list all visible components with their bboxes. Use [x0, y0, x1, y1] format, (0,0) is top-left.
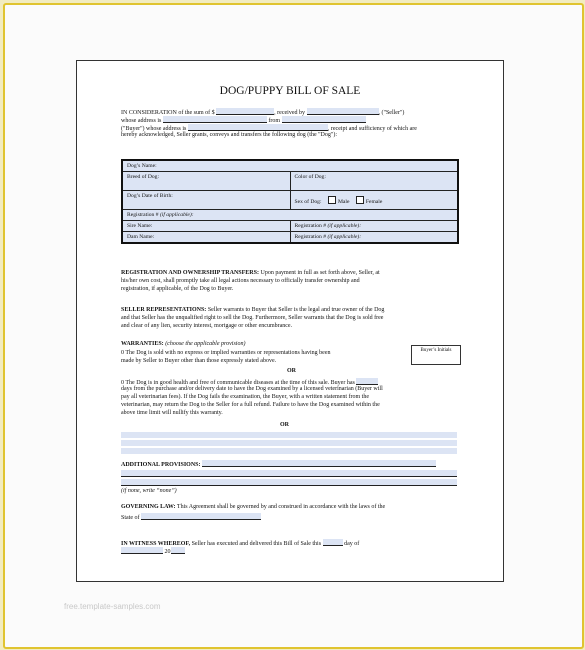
dam-name-cell[interactable]	[122, 232, 290, 244]
warranties-heading: WARRANTIES:	[121, 341, 164, 347]
governing-law-line-2	[121, 513, 261, 522]
warranty-option-2-line-3: pay all veterinarian fees). If the Dog fails the examination, the Buyer, with a written statement from the	[121, 394, 370, 400]
consideration-text-from: from	[268, 118, 280, 124]
warranties-or-2: OR	[280, 422, 289, 428]
buyers-initials-box[interactable]	[411, 345, 461, 365]
warranties-heading-line	[121, 341, 245, 348]
sire-if-applicable: (if applicable):	[327, 223, 362, 229]
registration-cell[interactable]	[122, 210, 458, 221]
witness-heading: IN WITNESS WHEREOF,	[121, 541, 191, 547]
buyer-address-field[interactable]	[188, 124, 328, 131]
witness-day-field[interactable]	[323, 539, 343, 546]
sire-name-label: Sire Name:	[127, 223, 153, 229]
consideration-text-a: IN CONSIDERATION of the sum of $	[121, 110, 215, 116]
seller-representations-line-1	[121, 307, 384, 314]
seller-representations-heading: SELLER REPRESENTATIONS:	[121, 307, 207, 313]
buyer-name-field[interactable]	[282, 116, 366, 123]
dam-name-label: Dam Name:	[127, 234, 155, 240]
male-checkbox[interactable]	[328, 196, 336, 204]
male-label: Male	[337, 198, 350, 205]
breed-label: Breed of Dog:	[127, 174, 160, 180]
watermark: free.template-samples.com	[64, 602, 161, 611]
sex-label: Sex of Dog:	[294, 198, 322, 205]
custom-warranty-field-3[interactable]	[121, 448, 457, 454]
dob-cell[interactable]	[122, 191, 290, 210]
registration-transfers-heading: REGISTRATION AND OWNERSHIP TRANSFERS:	[121, 270, 259, 276]
sire-registration-cell[interactable]	[290, 221, 458, 232]
registration-transfers-line-1	[121, 270, 380, 277]
consideration-text-buyer: ("Buyer") whose address is	[121, 126, 187, 132]
registration-transfers-text-1: Upon payment in full as set forth above, Seller, at	[260, 270, 380, 276]
registration-transfers-line-2: his/her own cost, shall promptly take all legal actions necessary to officially transfer ownership and	[121, 278, 360, 284]
document-title: DOG/PUPPY BILL OF SALE	[219, 85, 361, 97]
witness-line-2	[121, 547, 185, 556]
registration-transfers-line-3: registration, if applicable, of the Dog to Buyer.	[121, 286, 234, 292]
state-of-label: State of	[121, 515, 140, 521]
table-row	[122, 232, 458, 244]
witness-year-field[interactable]	[171, 547, 185, 554]
sire-registration-label: Registration #	[294, 223, 328, 229]
consideration-line-4: hereby acknowledged, Seller grants, conveys and transfers the following dog (the "Dog"):	[121, 132, 338, 138]
color-label: Color of Dog:	[294, 174, 326, 180]
table-row	[122, 160, 458, 172]
warranty-option-2-text-1: 0 The Dog is in good health and free of communicable diseases at the time of this sale. Buyer has	[121, 380, 355, 386]
sire-name-cell[interactable]	[122, 221, 290, 232]
dogs-name-cell[interactable]	[122, 160, 458, 172]
additional-provisions-field-1[interactable]	[202, 460, 436, 467]
witness-year-prefix: 20	[164, 549, 171, 555]
female-label: Female	[365, 198, 383, 205]
table-row	[122, 191, 458, 210]
seller-name-field[interactable]	[307, 108, 379, 115]
registration-if-applicable: (if applicable):	[159, 212, 194, 218]
governing-law-text: This Agreement shall be governed by and construed in accordance with the laws of the	[176, 504, 386, 510]
seller-representations-line-3: and clear of any lien, security interest, mortgage or other encumbrance.	[121, 323, 293, 329]
warranty-option-1-line-1[interactable]: 0 The Dog is sold with no express or implied warranties or representations having been	[121, 350, 331, 356]
warranty-option-1-line-2: made by Seller to Buyer other than those expressly stated above.	[121, 358, 277, 364]
color-cell[interactable]	[290, 172, 458, 191]
consideration-text-receipt: , receipt and sufficiency of which are	[327, 126, 417, 132]
breed-cell[interactable]	[122, 172, 290, 191]
bill-of-sale-document	[76, 60, 504, 582]
seller-representations-text-1: Seller warrants to Buyer that Seller is the legal and true owner of the Dog	[207, 307, 385, 313]
warranty-option-2-line-4: veterinarian, may return the Dog to the Seller for a full refund. Failure to have the Dog examined within the	[121, 402, 380, 408]
custom-warranty-field-2[interactable]	[121, 440, 457, 446]
custom-warranty-field-1[interactable]	[121, 432, 457, 438]
additional-provisions-note: (if none, write “none”)	[121, 488, 177, 494]
buyers-initials-label: Buyer’s Initials	[420, 348, 452, 353]
warranties-note: (choose the applicable provision)	[165, 341, 246, 347]
female-checkbox[interactable]	[356, 196, 364, 204]
seller-address-field[interactable]	[163, 116, 267, 123]
witness-day-of: day of	[344, 541, 360, 547]
dob-label: Dog’s Date of Birth:	[127, 193, 173, 199]
additional-provisions-field-3[interactable]	[121, 479, 457, 486]
sum-field[interactable]	[216, 108, 274, 115]
dogs-name-label: Dog’s Name:	[127, 163, 157, 169]
table-row	[122, 172, 458, 191]
warranty-option-2-line-2: days from the purchase and/or delivery date to have the Dog examined by a licensed veterinarian (Buyer will	[121, 386, 383, 392]
table-row	[122, 210, 458, 221]
dog-details-table	[121, 159, 459, 244]
dam-registration-cell[interactable]	[290, 232, 458, 244]
table-row	[122, 221, 458, 232]
additional-provisions-line	[121, 460, 436, 469]
governing-law-heading: GOVERNING LAW:	[121, 504, 176, 510]
witness-month-field[interactable]	[121, 547, 163, 554]
state-field[interactable]	[141, 513, 261, 520]
consideration-text-b: , received by	[274, 110, 305, 116]
seller-representations-line-2: and that Seller has the unqualified right to sell the Dog. Furthermore, Seller warrants that the Dog is sold free	[121, 315, 384, 321]
warranty-option-2-line-5: above time limit will nullify this warranty.	[121, 410, 223, 416]
exam-days-field[interactable]	[356, 378, 378, 385]
governing-law-line-1	[121, 504, 385, 511]
consideration-text-address: whose address is	[121, 118, 162, 124]
additional-provisions-heading: ADDITIONAL PROVISIONS:	[121, 462, 201, 468]
sex-cell	[290, 191, 458, 210]
consideration-text-c: , ("Seller")	[378, 110, 405, 116]
warranties-or-1: OR	[287, 368, 296, 374]
dam-if-applicable: (if applicable):	[327, 234, 362, 240]
witness-text: Seller has executed and delivered this Bill of Sale this	[191, 541, 322, 547]
additional-provisions-field-2[interactable]	[121, 470, 457, 477]
registration-label: Registration #	[127, 212, 160, 218]
dam-registration-label: Registration #	[294, 234, 328, 240]
